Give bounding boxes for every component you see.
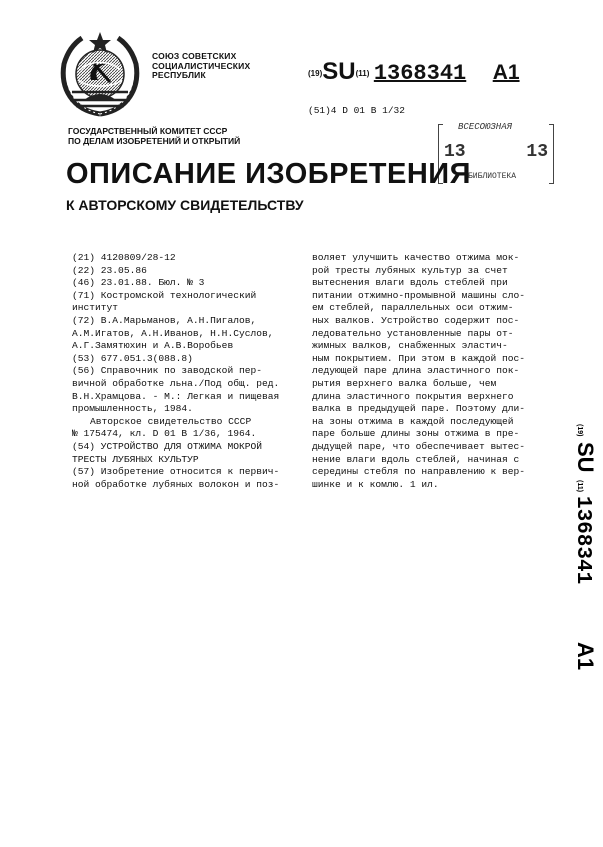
text-line: воляет улучшить качество отжима мок- (312, 252, 520, 263)
text-line: А.М.Игатов, А.Н.Иванов, Н.Н.Суслов, (72, 327, 274, 339)
stamp-right-num: 13 (526, 142, 548, 162)
committee-line: ГОСУДАРСТВЕННЫЙ КОМИТЕТ СССР (68, 126, 228, 136)
text-line: (46) 23.01.88. Бюл. № 3 (72, 277, 205, 289)
pub-prefix-11: (11) (355, 69, 370, 78)
text-line: вытеснения влаги вдоль стеблей при (312, 277, 508, 289)
text-line: шинке и к комлю. 1 ил. (312, 478, 439, 490)
document-title: ОПИСАНИЕ ИЗОБРЕТЕНИЯ (66, 158, 471, 190)
text-line: № 175474, кл. D 01 B 1/36, 1964. (72, 428, 257, 440)
right-column (312, 252, 538, 491)
text-line: (54) УСТРОЙСТВО ДЛЯ ОТЖИМА МОКРОЙ (72, 440, 262, 452)
text-line: вичной обработке льна./Под общ. ред. (72, 377, 280, 389)
country-name (152, 52, 250, 81)
text-line: ных валков. Устройство содержит пос- (312, 314, 520, 326)
text-line: ледующей паре длина эластичного пок- (312, 365, 520, 377)
text-line: дыдущей паре, что обеспечивает вытес- (312, 440, 526, 452)
text-line: ТРЕСТЫ ЛУБЯНЫХ КУЛЬТУР (72, 453, 199, 465)
stamp-left-num: 13 (444, 142, 466, 162)
pub-kind: A1 (492, 61, 520, 84)
text-line: ем стеблей, параллельных оси отжим- (312, 302, 514, 314)
text-line: длина эластичного покрытия верхнего (312, 390, 514, 402)
country-line: СОЮЗ СОВЕТСКИХ (152, 51, 237, 61)
country-line: РЕСПУБЛИК (152, 70, 206, 80)
text-line: промышленность, 1984. (72, 403, 193, 415)
committee-line: ПО ДЕЛАМ ИЗОБРЕТЕНИЙ И ОТКРЫТИЙ (68, 136, 241, 146)
text-line: валка в предыдущей паре. Поэтому дли- (312, 403, 526, 415)
text-line: на зоны отжима в каждой последующей (312, 415, 514, 427)
vert-prefix-19: (19) (576, 424, 583, 437)
country-line: СОЦИАЛИСТИЧЕСКИХ (152, 60, 251, 71)
vert-prefix-11: (11) (576, 480, 583, 493)
left-column (72, 252, 300, 491)
text-line: (53) 677.051.3(088.8) (72, 352, 193, 364)
text-line: институт (72, 302, 119, 314)
ipc-class: (51)4 D 01 B 1/32 (308, 105, 405, 116)
text-line: (56) Справочник по заводской пер- (72, 365, 262, 377)
publication-number (308, 58, 520, 86)
text-line: Авторское свидетельство СССР (90, 415, 252, 427)
text-line: (22) 23.05.86 (72, 264, 147, 276)
pub-number: 1368341 (373, 61, 467, 86)
stamp-frame-right (549, 124, 554, 184)
text-line: А.Г.Замятюхин и А.В.Воробьев (72, 340, 234, 352)
committee-name (68, 126, 240, 146)
text-line: середины стебля по направлению к вер- (312, 466, 526, 478)
text-line: (57) Изобретение относится к первич- (72, 466, 280, 478)
text-line: питании отжимно-промывной машины сло- (312, 289, 526, 301)
text-line: рой тресты лубяных культур за счет (312, 264, 508, 276)
vert-country: SU (573, 442, 598, 473)
ussr-emblem-icon (58, 30, 142, 118)
text-line: жимных валков, снабженных эластич- (312, 340, 508, 352)
text-line: (71) Костромской технологический (72, 289, 257, 301)
vert-number: 1368341 (571, 496, 594, 585)
stamp-line2: БИБЛИОТЕКА (468, 172, 517, 181)
text-line: паре больше длины зоны отжима в пре- (312, 428, 520, 440)
vertical-publication-mark (568, 420, 598, 690)
text-line: рытия верхнего валка больше, чем (312, 377, 497, 389)
text-line: ной обработке лубяных волокон и поз- (72, 478, 280, 490)
vert-kind: A1 (573, 642, 598, 671)
document-subtitle: К АВТОРСКОМУ СВИДЕТЕЛЬСТВУ (66, 197, 304, 213)
text-line: В.Н.Храмцова. - М.: Легкая и пищевая (72, 390, 280, 402)
text-line: (72) В.А.Марьманов, А.Н.Пигалов, (72, 314, 257, 326)
pub-prefix-19: (19) (308, 69, 323, 78)
text-line: (21) 4120809/28-12 (72, 252, 176, 263)
stamp-line1: ВСЕСОЮЗНАЯ (458, 122, 513, 132)
pub-country: SU (322, 58, 356, 85)
text-line: ледовательно установленные пары от- (312, 327, 514, 339)
text-line: ным покрытием. При этом в каждой пос- (312, 352, 526, 364)
text-line: нение влаги вдоль стеблей, начиная с (312, 453, 520, 465)
